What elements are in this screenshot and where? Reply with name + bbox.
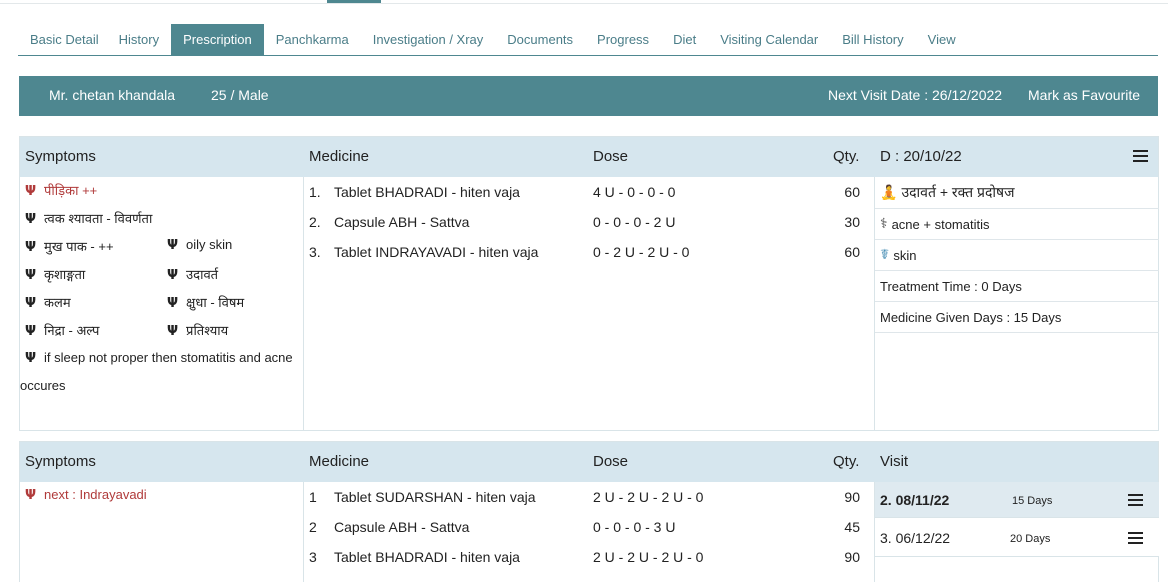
symptom-icon: Ψ	[25, 488, 37, 503]
visit-date: 3. 06/12/22	[880, 530, 951, 546]
symptom-item: Ψ पीड़िका ++	[25, 183, 98, 199]
visit-header: Visit	[880, 453, 909, 470]
prescription-date: D : 20/10/22	[880, 148, 962, 165]
symptom-item: Ψ त्वक श्यावता - विवर्णता	[25, 211, 153, 227]
medicine-header: Medicine	[309, 148, 370, 165]
tab-progress[interactable]: Progress	[597, 32, 650, 47]
medicine-name: Tablet INDRAYAVADI - hiten vaja	[334, 244, 539, 260]
tab-view[interactable]: View	[927, 32, 956, 47]
tab-documents[interactable]: Documents	[507, 32, 574, 47]
symptom-icon: Ψ	[167, 268, 179, 283]
tab-history[interactable]: History	[118, 32, 160, 47]
meditation-icon: 🧘	[880, 184, 898, 201]
medicine-qty: 45	[844, 519, 860, 535]
symptom-icon: Ψ	[25, 212, 37, 227]
medicine-dose: 4 U - 0 - 0 - 0	[593, 184, 676, 200]
mark-favourite-link[interactable]: Mark as Favourite	[1028, 87, 1141, 103]
medicine-number: 3.	[309, 244, 321, 260]
visit-row[interactable]	[875, 518, 1159, 557]
medicine-name: Tablet BHADRADI - hiten vaja	[334, 184, 520, 200]
medicine-dose: 2 U - 2 U - 2 U - 0	[593, 549, 704, 565]
dose-header: Dose	[593, 148, 629, 165]
medicine-number: 1	[309, 489, 317, 505]
visit-days: 20 Days	[1010, 533, 1051, 545]
medicine-qty: 30	[844, 214, 860, 230]
medicine-dose: 0 - 2 U - 2 U - 0	[593, 244, 690, 260]
medicine-number: 2	[309, 519, 317, 535]
symptoms-header: Symptoms	[25, 453, 96, 470]
symptom-item: Ψ oily skin	[167, 237, 233, 253]
complaint-text: acne + stomatitis	[891, 216, 990, 232]
panel-1-header	[20, 137, 1158, 177]
medicine-name: Capsule ABH - Sattva	[334, 519, 470, 535]
diagnosis-text: उदावर्त + रक्त प्रदोषज	[901, 184, 1015, 200]
symptom-item: Ψ कृशाङ्गता	[25, 267, 86, 283]
medicine-qty: 60	[844, 244, 860, 260]
patient-info-bar	[19, 76, 1158, 116]
medicine-dose: 0 - 0 - 0 - 3 U	[593, 519, 676, 535]
column-divider	[303, 482, 304, 582]
medicine-dose: 0 - 0 - 0 - 2 U	[593, 214, 676, 230]
tab-bill-history[interactable]: Bill History	[842, 32, 904, 47]
diagnosis-row	[875, 177, 1159, 209]
caduceus-icon: ☤	[880, 247, 890, 263]
panel-2-body	[20, 482, 1158, 582]
medicine-days-text: Medicine Given Days : 15 Days	[880, 309, 1062, 325]
prescription-panel-1	[19, 136, 1159, 431]
symptoms-header: Symptoms	[25, 148, 96, 165]
medicine-header: Medicine	[309, 453, 370, 470]
medicine-number: 2.	[309, 214, 321, 230]
panel-1-body	[20, 177, 1158, 430]
system-text: skin	[893, 247, 917, 263]
next-visit-date: Next Visit Date : 26/12/2022	[828, 87, 1003, 103]
symptom-icon: Ψ	[167, 296, 179, 311]
medicine-qty: 60	[844, 184, 860, 200]
symptom-icon: Ψ	[25, 351, 37, 366]
visit-row-active[interactable]	[875, 482, 1159, 518]
visit-list	[875, 482, 1159, 582]
patient-name: Mr. chetan khandala	[49, 87, 176, 103]
hamburger-menu-icon[interactable]	[1133, 150, 1148, 162]
medicine-name: Tablet BHADRADI - hiten vaja	[334, 549, 520, 565]
tab-panchkarma[interactable]: Panchkarma	[275, 32, 349, 47]
medicine-name: Capsule ABH - Sattva	[334, 214, 470, 230]
medicine-number: 1.	[309, 184, 321, 200]
patient-age-gender: 25 / Male	[211, 87, 269, 103]
dose-header: Dose	[593, 453, 629, 470]
symptom-item: Ψ next : Indrayavadi	[25, 487, 147, 503]
visit-date: 2. 08/11/22	[880, 492, 950, 508]
prescription-info-column	[875, 177, 1159, 430]
symptom-icon: Ψ	[167, 324, 179, 339]
complaint-row	[875, 209, 1159, 240]
visit-menu-icon[interactable]	[1128, 494, 1143, 506]
medicine-qty: 90	[844, 489, 860, 505]
symptom-icon: Ψ	[25, 324, 37, 339]
medicine-name: Tablet SUDARSHAN - hiten vaja	[334, 489, 536, 505]
qty-header: Qty.	[833, 148, 860, 165]
top-divider	[0, 3, 1168, 4]
medicine-dose: 2 U - 2 U - 2 U - 0	[593, 489, 704, 505]
symptom-icon: Ψ	[25, 184, 37, 199]
visit-menu-icon[interactable]	[1128, 532, 1143, 544]
prescription-panel-2	[19, 441, 1159, 582]
symptom-icon: Ψ	[25, 240, 37, 255]
symptom-item: Ψ प्रतिश्याय	[167, 323, 229, 339]
symptom-item: Ψ मुख पाक - ++	[25, 239, 114, 255]
panel-2-header	[20, 442, 1158, 482]
tab-basic-detail[interactable]: Basic Detail	[30, 32, 99, 47]
column-divider	[303, 177, 304, 430]
tab-diet[interactable]: Diet	[673, 32, 697, 47]
treatment-time-row	[875, 271, 1159, 302]
medicine-qty: 90	[844, 549, 860, 565]
medicine-number: 3	[309, 549, 317, 565]
symptom-item-continued: occures	[20, 378, 66, 393]
symptom-item: Ψ कलम	[25, 295, 71, 311]
medicine-days-row	[875, 302, 1159, 333]
tab-visiting-calendar[interactable]: Visiting Calendar	[720, 32, 819, 47]
stethoscope-icon: ⚕	[880, 216, 888, 232]
tab-prescription[interactable]: Prescription	[171, 24, 264, 55]
symptom-item: Ψ निद्रा - अल्प	[25, 323, 100, 339]
system-row	[875, 240, 1159, 271]
tab-bar	[18, 24, 1158, 56]
symptom-item: Ψ if sleep not proper then stomatitis and acne	[25, 350, 293, 366]
tab-investigation-xray[interactable]: Investigation / Xray	[372, 32, 484, 47]
visit-days: 15 Days	[1012, 495, 1053, 507]
symptom-item: Ψ क्षुधा - विषम	[167, 295, 245, 311]
treatment-time-text: Treatment Time : 0 Days	[880, 278, 1022, 294]
symptom-icon: Ψ	[167, 238, 179, 253]
symptom-icon: Ψ	[25, 296, 37, 311]
qty-header: Qty.	[833, 453, 860, 470]
symptom-icon: Ψ	[25, 268, 37, 283]
symptom-item: Ψ उदावर्त	[167, 267, 219, 283]
